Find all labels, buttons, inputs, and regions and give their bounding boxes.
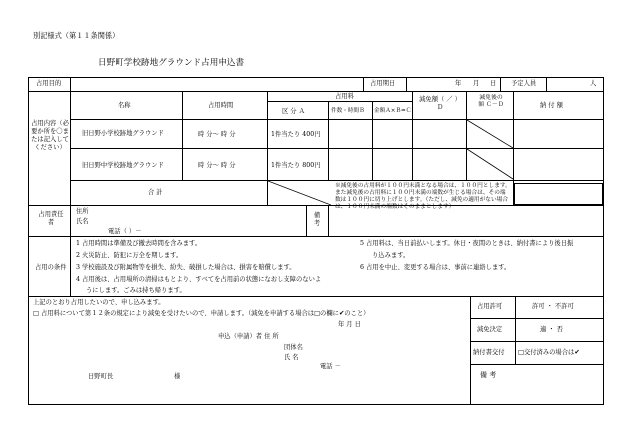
permit-value[interactable]: 許可 ・ 不許可 — [532, 303, 574, 310]
people-label: 予定人員 — [511, 80, 537, 87]
applicant-phone[interactable]: 電話（ ）－ — [108, 228, 142, 235]
kubun-header: 区 分 Ａ — [282, 108, 305, 115]
fee-header: 占用料 — [335, 93, 354, 100]
applicant-address[interactable]: 住所 — [76, 208, 89, 215]
condition-item: 4 占用後は、占用場所の清掃はもとより、すべてを占用前の状態になおし支障のないよ — [76, 276, 322, 283]
side-remarks-label: 備 考 — [480, 371, 497, 379]
facility-name-1: 旧日野小学校跡地グラウンド — [82, 130, 164, 137]
remarks-label: 備考 — [313, 212, 321, 227]
total-payment-box[interactable] — [514, 183, 603, 205]
condition-item: うにします。ごみは持ち帰ります。 — [86, 287, 186, 294]
date-year: 年 — [455, 80, 462, 87]
reduction-decision-value[interactable]: 適 ・ 否 — [540, 326, 563, 333]
condition-item: 5 占用料は、当日前払いします。休日・夜間のときは、納付書により後日振 — [360, 240, 574, 247]
reduction-request[interactable]: □ 占用料について第１２条の規定により減免を受けたいので、申請します。（減免を申請する場合は□の欄に✔のこと） — [33, 310, 370, 317]
date-label: 占用期日 — [370, 80, 396, 87]
payslip-value[interactable]: □交付済みの場合は✔ — [518, 349, 580, 356]
after-reduction-header: 減免後の額 Ｃ－Ｄ — [478, 95, 504, 109]
reduction-header: 減免額（ ／ ）Ｄ — [419, 96, 461, 111]
time-field-1[interactable]: 時 分～ 時 分 — [198, 131, 236, 138]
person-name-field[interactable]: 氏 名 — [284, 354, 299, 361]
total-note: ※減免後の占用料が１００円未満となる場合は、１００円とします。また減免後の占用料に１００円未満の端数が生じる場合は、その端数は１００円に切り上げとします。（ただし、減免の適用がない場合は、１００円未満の端数はそのままとします） — [335, 183, 511, 210]
addressee-honorific: 様 — [174, 373, 181, 380]
time-field-2[interactable]: 時 分～ 時 分 — [198, 162, 236, 169]
people-unit: 人 — [590, 80, 597, 87]
after-reduction-diagonal — [467, 120, 513, 180]
rate-2: 1件当たり 800円 — [271, 162, 321, 169]
addressee: 日野町長 — [88, 373, 114, 380]
applicant-name[interactable]: 氏名 — [76, 218, 89, 225]
date-day: 日 — [490, 80, 497, 87]
condition-item: 1 占用時間は準備及び撤去時間を含みます。 — [76, 240, 202, 247]
page-title: 日野町学校跡地グラウンド占用申込書 — [98, 58, 245, 68]
condition-item: り込みます。 — [372, 252, 410, 259]
date-month: 月 — [473, 80, 480, 87]
purpose-field[interactable] — [72, 79, 362, 90]
reduction-decision-label: 減免決定 — [477, 326, 503, 333]
application-statement: 上記のとおり占用したいので、申し込みます。 — [33, 299, 165, 306]
applicant-label: 占用責任者 — [38, 211, 64, 226]
condition-item: 3 学校施設及び附属物等を損失、紛失、破損した場合は、損害を賠償します。 — [76, 264, 296, 271]
total-label: 合 計 — [148, 189, 163, 196]
payment-header: 納 付 額 — [540, 102, 563, 109]
payslip-label: 納付書交付 — [473, 349, 505, 356]
permit-label: 占用許可 — [477, 303, 503, 310]
facility-name-2: 旧日野中学校跡地グラウンド — [82, 162, 164, 169]
phone-field[interactable]: 電話 － — [320, 363, 341, 370]
purpose-label: 占用目的 — [36, 80, 62, 87]
applicant-address-field[interactable]: 申込（申請）者 住 所 — [218, 333, 279, 340]
group-name-field[interactable]: 団体名 — [284, 344, 303, 351]
condition-item: 6 占用を中止、変更する場合は、事前に連絡します。 — [360, 264, 511, 271]
conditions-label: 占用の条件 — [35, 264, 67, 271]
total-diagonal — [268, 181, 331, 205]
rate-1: 1件当たり 400円 — [271, 131, 321, 138]
condition-item: 2 火災防止、防犯に万全を期します。 — [76, 252, 183, 259]
form-number-label: 別記様式（第１１条関係） — [33, 31, 120, 40]
count-header: 件数・時間Ｂ — [331, 108, 365, 114]
name-header: 名称 — [118, 102, 131, 109]
amount-header: 金額Ａ×Ｂ=Ｃ — [374, 108, 412, 114]
time-header: 占用時間 — [208, 102, 234, 109]
application-date[interactable]: 年 月 日 — [338, 321, 361, 328]
content-label: 占用内容（必要か所を〇または記入してください） — [31, 120, 69, 151]
